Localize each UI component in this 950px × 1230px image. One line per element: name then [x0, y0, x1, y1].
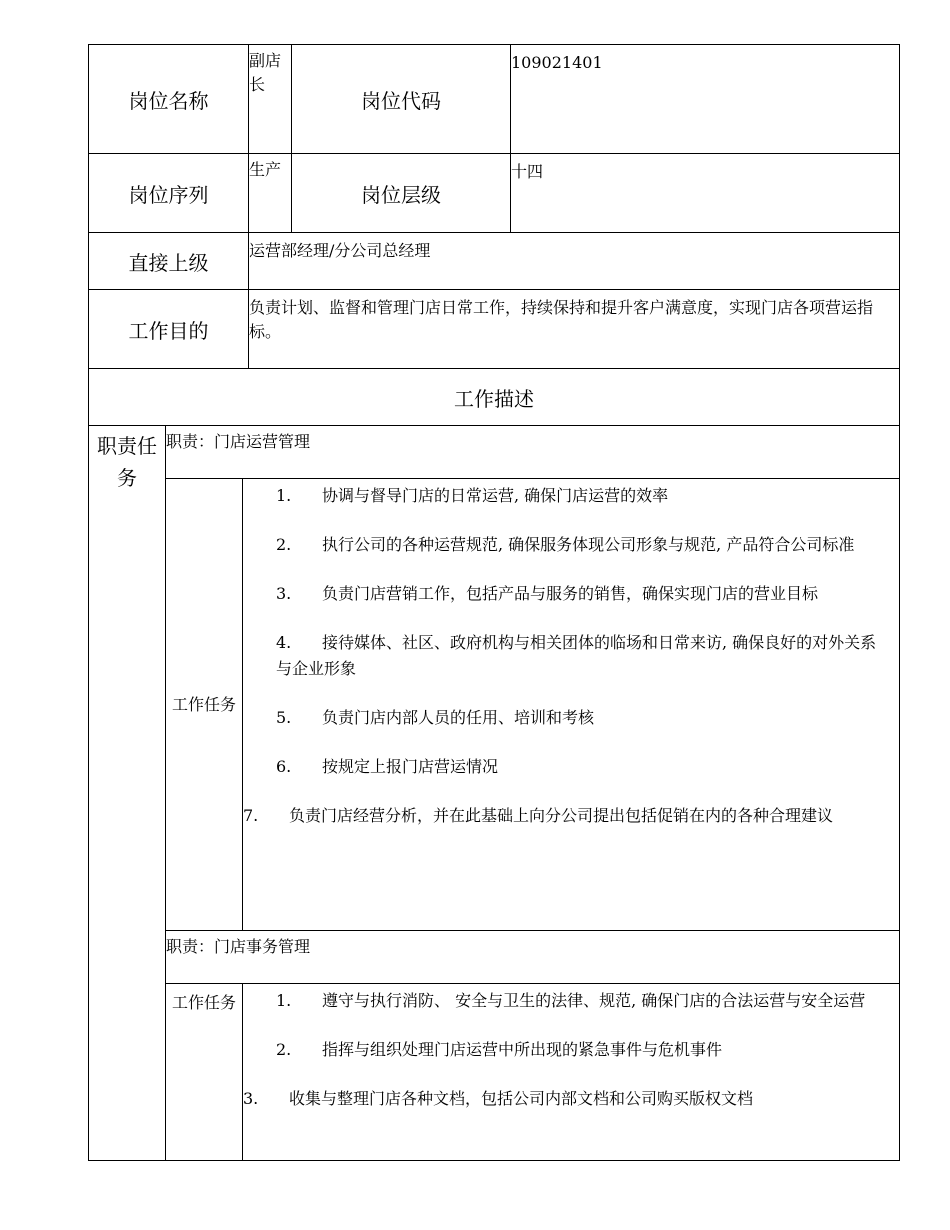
- position-code-value: 109021401: [511, 45, 900, 154]
- task-text: 执行公司的各种运营规范, 确保服务体现公司形象与规范, 产品符合公司标准: [322, 535, 855, 554]
- row-duty-1-tasks: [89, 479, 900, 931]
- position-name-label: 岗位名称: [89, 45, 249, 154]
- task-number: 1.: [276, 991, 292, 1010]
- supervisor-label: 直接上级: [89, 233, 249, 290]
- list-item: [276, 1037, 891, 1063]
- list-item: [276, 483, 891, 509]
- list-item: [243, 803, 891, 829]
- task-number: 4.: [276, 633, 292, 652]
- task-text: 负责门店内部人员的任用、培训和考核: [322, 708, 595, 727]
- duty-title: 职责：门店运营管理: [166, 426, 900, 479]
- job-description-sheet: [88, 44, 899, 1160]
- purpose-label: 工作目的: [89, 290, 249, 369]
- duty-title: 职责：门店事务管理: [166, 931, 900, 984]
- task-text: 负责门店经营分析，并在此基础上向分公司提出包括促销在内的各种合理建议: [289, 806, 834, 825]
- sequence-label: 岗位序列: [89, 154, 249, 233]
- section-title: 工作描述: [89, 369, 900, 426]
- level-value: 十四: [511, 154, 900, 233]
- task-text: 负责门店营销工作，包括产品与服务的销售，确保实现门店的营业目标: [322, 584, 819, 603]
- supervisor-value: 运营部经理/分公司总经理: [249, 233, 900, 290]
- task-text: 指挥与组织处理门店运营中所出现的紧急事件与危机事件: [322, 1040, 723, 1059]
- list-item: [243, 1086, 891, 1112]
- task-text: 按规定上报门店营运情况: [322, 757, 499, 776]
- task-text: 遵守与执行消防、 安全与卫生的法律、规范, 确保门店的合法运营与安全运营: [322, 991, 866, 1010]
- list-item: [276, 988, 891, 1014]
- task-number: 2.: [276, 1040, 292, 1059]
- task-number: 3.: [243, 1089, 259, 1108]
- position-name-value: 副店长: [249, 45, 292, 154]
- level-label: 岗位层级: [292, 154, 511, 233]
- list-item: [276, 705, 891, 731]
- row-purpose: [89, 290, 900, 369]
- task-number: 2.: [276, 535, 292, 554]
- row-sequence: [89, 154, 900, 233]
- task-list: [243, 479, 900, 931]
- list-item: [276, 630, 891, 682]
- task-number: 1.: [276, 486, 292, 505]
- job-description-table: [88, 44, 900, 1161]
- position-code-label: 岗位代码: [292, 45, 511, 154]
- task-label: 工作任务: [166, 984, 243, 1161]
- row-duty-2-title: [89, 931, 900, 984]
- task-number: 3.: [276, 584, 292, 603]
- row-duty-1-title: [89, 426, 900, 479]
- row-supervisor: [89, 233, 900, 290]
- row-section-title: [89, 369, 900, 426]
- list-item: [276, 581, 891, 607]
- task-text: 接待媒体、社区、政府机构与相关团体的临场和日常来访, 确保良好的对外关系与企业形象: [276, 633, 877, 678]
- task-number: 7.: [243, 806, 259, 825]
- task-text: 收集与整理门店各种文档，包括公司内部文档和公司购买版权文档: [289, 1089, 754, 1108]
- task-text: 协调与督导门店的日常运营, 确保门店运营的效率: [322, 486, 669, 505]
- task-list: [243, 984, 900, 1161]
- purpose-value: 负责计划、监督和管理门店日常工作，持续保持和提升客户满意度，实现门店各项营运指标。: [249, 290, 900, 369]
- list-item: [276, 532, 891, 558]
- task-number: 5.: [276, 708, 292, 727]
- task-label: 工作任务: [166, 479, 243, 931]
- duty-label: 职责任务: [89, 426, 166, 1161]
- row-position-name: [89, 45, 900, 154]
- list-item: [276, 754, 891, 780]
- sequence-value: 生产: [249, 154, 292, 233]
- row-duty-2-tasks: [89, 984, 900, 1161]
- task-number: 6.: [276, 757, 292, 776]
